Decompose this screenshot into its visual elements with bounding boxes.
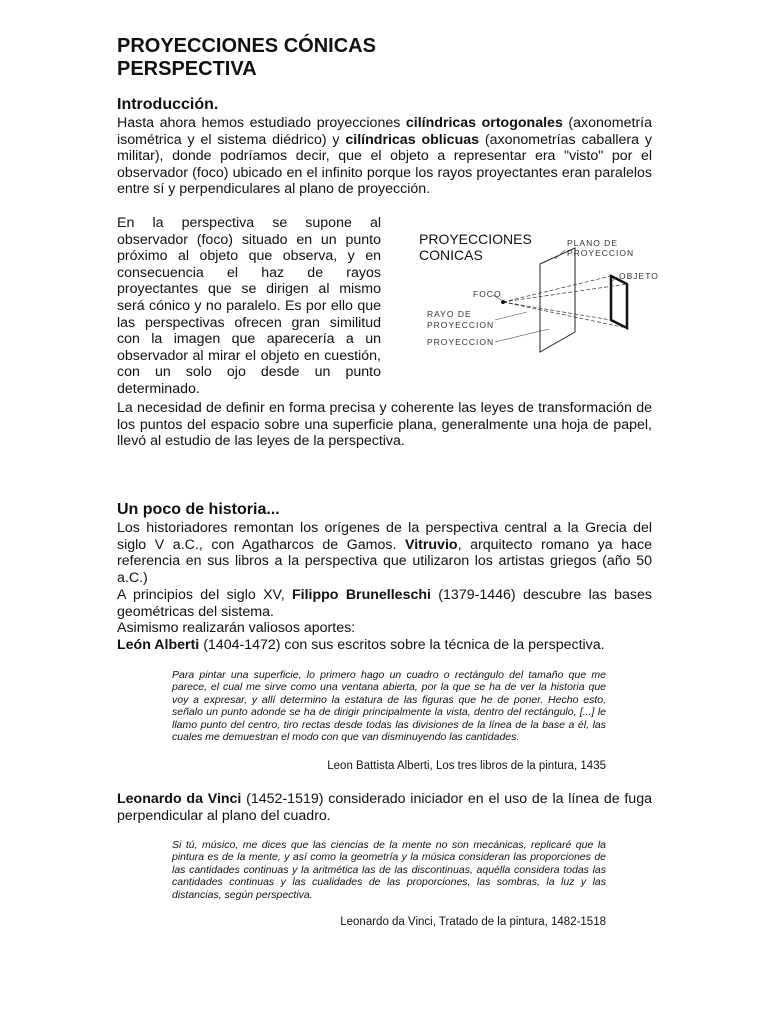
alberti-quote: Para pintar una superficie, lo primero hago un cuadro o rectángulo del tamaño que me parece, el cual me sirve como una ventana abierta, por la que se ha de ver la historia que voy a expresar, y allí determino la estatura de las figuras que he de poner. Hecho esto, señalo un punto adonde se ha de dirigir principalmente la vista, dentro del rectángulo, [...] le llamo punto del centro, tiro rectas desde todas las divisiones de la línea de la base a él, las cuales me demuestran el modo con que van disminuyendo las cantidades.: [172, 669, 606, 744]
intro-paragraph-1: Hasta ahora hemos estudiado proyecciones cilíndricas ortogonales (axonometría isométrica y el sistema diédrico) y cilíndricas oblicuas (axonometrías caballera y militar), donde podríamos decir, que el objeto a representar era "visto" por el observador (foco) ubicado en el infinito porque los rayos proyectantes eran paralelos entre sí y perpendiculares al plano de proyección.: [117, 115, 652, 198]
diagram-label-proyeccion: PROYECCION: [427, 337, 495, 347]
diagram-label-plano-1: PLANO DE: [567, 238, 618, 248]
diagram-label-objeto: OBJETO: [619, 271, 659, 281]
intro-paragraph-2: En la perspectiva se supone al observador (foco) situado en un punto próximo al objeto que observa, y en consecuencia el haz de rayos proyectantes que se dirigen al mismo será cónico y no paralelo. Es por ello que las perspectivas ofrecen gran similitud con la imagen que aparecería a un observador al mirar el objeto en cuestión, con un solo ojo desde un punto determinado.: [117, 215, 381, 397]
da-vinci-citation: Leonardo da Vinci, Tratado de la pintura, 1482-1518: [340, 916, 606, 928]
diagram-rays: [503, 276, 627, 328]
history-heading: Un poco de historia...: [117, 501, 280, 518]
da-vinci-quote: Si tú, músico, me dices que las ciencias de la mente no son mecánicas, replicaré que la pintura es de la mente, y así como la geometría y la música consideran las proporciones de las cantidades continuas y la aritmética las de las discontinuas, aquélla considera todas las cantidades continuas y las cualidades de las proporciones, las sombras, la luz y las distancias, según perspectiva.: [172, 839, 606, 901]
diagram-object: [611, 276, 627, 328]
diagram-title-2: CONICAS: [419, 247, 483, 263]
diagram-plane: [540, 248, 575, 352]
intro-heading: Introducción.: [117, 96, 219, 113]
history-paragraph-5: Leonardo da Vinci (1452-1519) considerado iniciador en el uso de la línea de fuga perpendicular al plano del cuadro.: [117, 791, 652, 824]
title-line-2: PERSPECTIVA: [117, 58, 257, 80]
diagram-leaders: [493, 250, 617, 342]
diagram-label-rayo-1: RAYO DE: [427, 309, 472, 319]
history-paragraph-3: Asimismo realizarán valiosos aportes:: [117, 620, 356, 636]
history-paragraph-1: Los historiadores remontan los orígenes de la perspectiva central a la Grecia del siglo V a.C., con Agatharcos de Gamos. Vitruvio, arquitecto romano ya hace referencia en sus libros a la perspectiva que utilizaron los artistas griegos (año 50 a.C.): [117, 520, 652, 586]
conic-projection-diagram: [415, 226, 660, 356]
history-paragraph-4: León Alberti (1404-1472) con sus escritos sobre la técnica de la perspectiva.: [117, 637, 605, 653]
title-line-1: PROYECCIONES CÓNICAS: [117, 35, 376, 57]
diagram-title-1: PROYECCIONES: [419, 231, 532, 247]
diagram-focus-point: [501, 300, 505, 304]
intro-paragraph-3: La necesidad de definir en forma precisa y coherente las leyes de transformación de los puntos del espacio sobre una superficie plana, generalmente una hoja de papel, llevó al estudio de las leyes de la perspectiva.: [117, 400, 652, 450]
diagram-label-rayo-2: PROYECCION: [427, 320, 495, 330]
diagram-label-plano-2: PROYECCION: [567, 248, 635, 258]
page-title: [117, 35, 376, 81]
diagram-label-foco: FOCO: [473, 289, 502, 299]
alberti-citation: Leon Battista Alberti, Los tres libros de la pintura, 1435: [327, 760, 606, 772]
history-paragraph-2: A principios del siglo XV, Filippo Brunelleschi (1379-1446) descubre las bases geométricas del sistema.: [117, 587, 652, 620]
